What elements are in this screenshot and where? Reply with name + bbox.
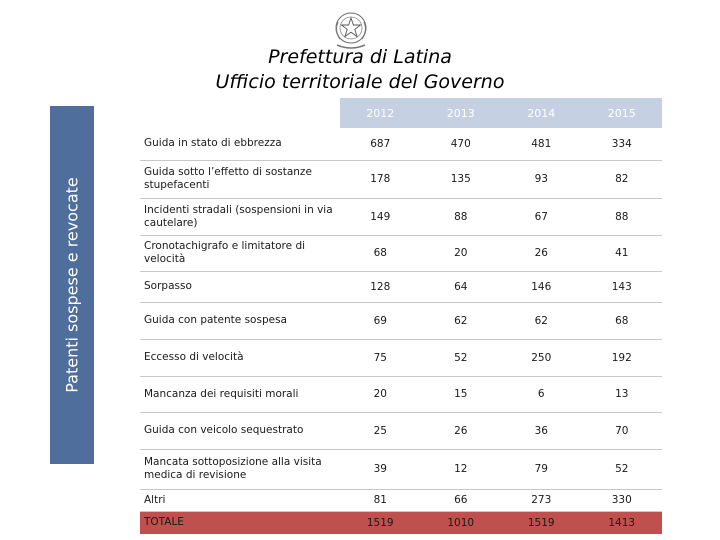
cell-value: 93	[501, 160, 582, 198]
year-header: 2012	[340, 98, 421, 128]
total-value: 1010	[421, 511, 502, 534]
cell-value: 88	[582, 198, 663, 235]
table-row	[140, 302, 662, 339]
cell-value: 52	[582, 449, 663, 489]
cell-value: 178	[340, 160, 421, 198]
table-row	[140, 271, 662, 302]
total-value: 1413	[582, 511, 663, 534]
cell-value: 481	[501, 128, 582, 160]
cell-value: 26	[421, 412, 502, 449]
total-value: 1519	[340, 511, 421, 534]
row-label: Guida con veicolo sequestrato	[140, 412, 340, 449]
cell-value: 20	[421, 235, 502, 271]
cell-value: 68	[582, 302, 663, 339]
cell-value: 62	[501, 302, 582, 339]
cell-value: 149	[340, 198, 421, 235]
table-row	[140, 198, 662, 235]
cell-value: 146	[501, 271, 582, 302]
row-label: Altri	[140, 489, 340, 511]
total-value: 1519	[501, 511, 582, 534]
cell-value: 330	[582, 489, 663, 511]
table-row	[140, 489, 662, 511]
cell-value: 128	[340, 271, 421, 302]
cell-value: 273	[501, 489, 582, 511]
cell-value: 88	[421, 198, 502, 235]
total-label: TOTALE	[140, 511, 340, 534]
table-row	[140, 449, 662, 489]
row-label: Guida in stato di ebbrezza	[140, 128, 340, 160]
table-row	[140, 160, 662, 198]
cell-value: 13	[582, 376, 663, 412]
year-header: 2014	[501, 98, 582, 128]
row-label: Guida con patente sospesa	[140, 302, 340, 339]
year-header: 2015	[582, 98, 663, 128]
cell-value: 6	[501, 376, 582, 412]
cell-value: 70	[582, 412, 663, 449]
cell-value: 26	[501, 235, 582, 271]
row-label: Sorpasso	[140, 271, 340, 302]
sidebar-label: Patenti sospese e revocate	[62, 177, 82, 393]
cell-value: 62	[421, 302, 502, 339]
cell-value: 20	[340, 376, 421, 412]
page-title: Prefettura di Latina	[268, 46, 452, 68]
page-subtitle: Ufficio territoriale del Governo	[215, 71, 505, 93]
total-row	[140, 511, 662, 534]
cell-value: 334	[582, 128, 663, 160]
table-row	[140, 339, 662, 376]
header-blank-cell	[140, 98, 340, 128]
cell-value: 143	[582, 271, 663, 302]
cell-value: 52	[421, 339, 502, 376]
cell-value: 41	[582, 235, 663, 271]
cell-value: 67	[501, 198, 582, 235]
cell-value: 69	[340, 302, 421, 339]
table-row	[140, 412, 662, 449]
cell-value: 36	[501, 412, 582, 449]
cell-value: 64	[421, 271, 502, 302]
cell-value: 687	[340, 128, 421, 160]
cell-value: 15	[421, 376, 502, 412]
year-header: 2013	[421, 98, 502, 128]
row-label: Mancanza dei requisiti morali	[140, 376, 340, 412]
cell-value: 82	[582, 160, 663, 198]
cell-value: 192	[582, 339, 663, 376]
row-label: Guida sotto l’effetto di sostanze stupefacenti	[140, 160, 340, 198]
row-label: Cronotachigrafo e limitatore di velocità	[140, 235, 340, 271]
table-row	[140, 128, 662, 160]
row-label: Incidenti stradali (sospensioni in via cautelare)	[140, 198, 340, 235]
table-row	[140, 376, 662, 412]
cell-value: 25	[340, 412, 421, 449]
cell-value: 66	[421, 489, 502, 511]
cell-value: 39	[340, 449, 421, 489]
table-row	[140, 235, 662, 271]
row-label: Eccesso di velocità	[140, 339, 340, 376]
cell-value: 81	[340, 489, 421, 511]
suspended-licenses-table	[140, 98, 662, 534]
sidebar-banner	[50, 106, 94, 464]
table-header-row	[140, 98, 662, 128]
cell-value: 135	[421, 160, 502, 198]
cell-value: 12	[421, 449, 502, 489]
cell-value: 79	[501, 449, 582, 489]
row-label: Mancata sottoposizione alla visita medica di revisione	[140, 449, 340, 489]
cell-value: 470	[421, 128, 502, 160]
cell-value: 250	[501, 339, 582, 376]
cell-value: 68	[340, 235, 421, 271]
cell-value: 75	[340, 339, 421, 376]
